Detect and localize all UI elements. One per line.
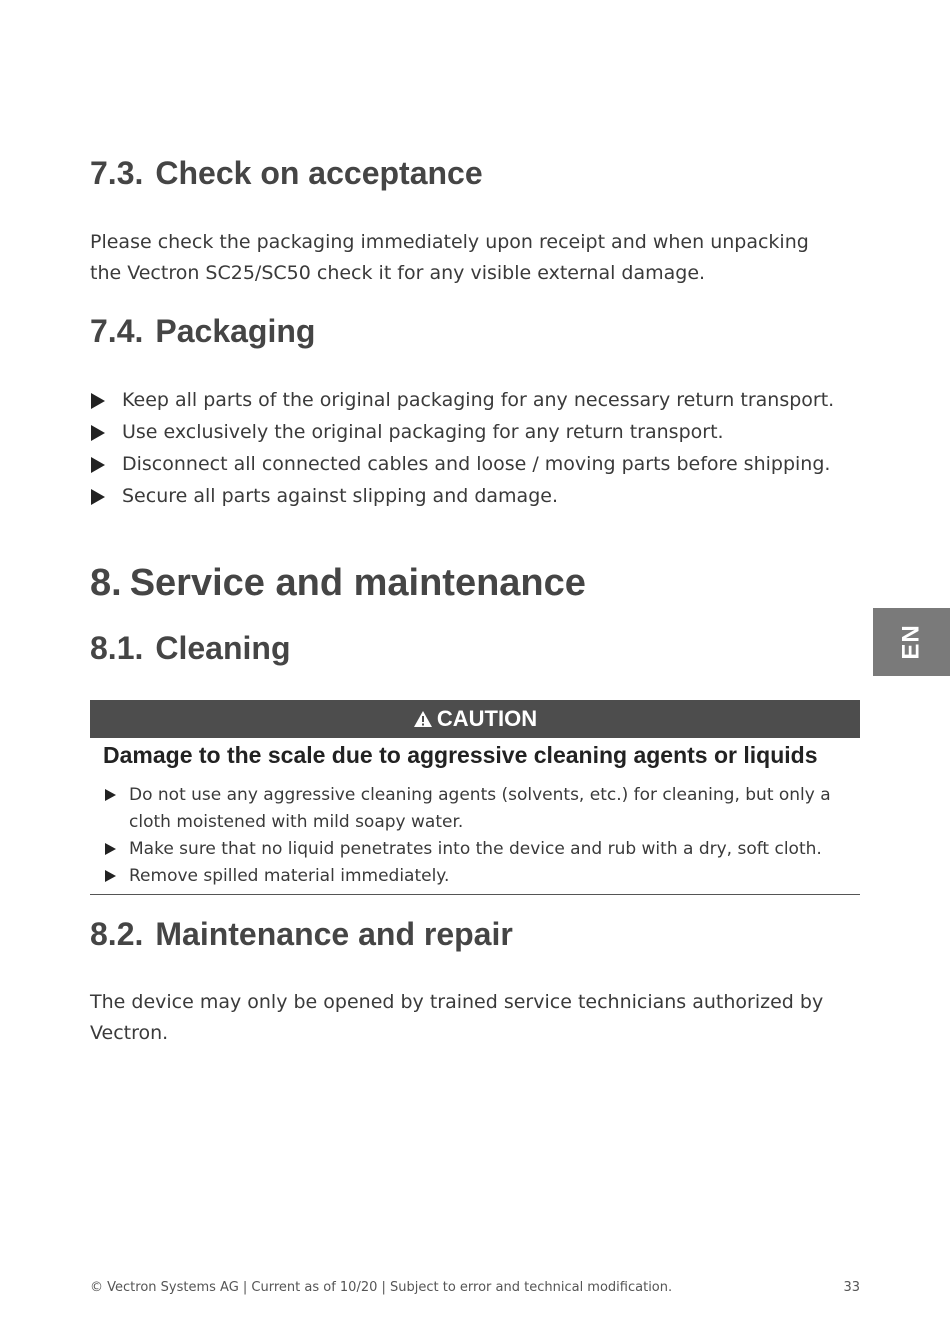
- list-item-text: Secure all parts against slipping and damage.: [122, 485, 558, 507]
- bullet-arrow-icon: [105, 870, 116, 882]
- list-item-text: Make sure that no liquid penetrates into the device and rub with a dry, soft cloth.: [129, 839, 822, 859]
- page-footer: [90, 1280, 860, 1295]
- footer-text: © Vectron Systems AG | Current as of 10/20 | Subject to error and technical modification.: [90, 1280, 673, 1295]
- bullet-arrow-icon: [91, 457, 105, 473]
- caution-list: [103, 782, 848, 890]
- heading-title: Packaging: [155, 313, 316, 349]
- heading-number: 7.3.: [90, 155, 144, 191]
- heading-8-2: [90, 916, 513, 953]
- list-item: [90, 480, 860, 512]
- heading-title: Cleaning: [155, 630, 291, 666]
- language-tab: [873, 608, 950, 676]
- list-item-text: Remove spilled material immediately.: [129, 866, 450, 886]
- heading-title: Check on acceptance: [155, 155, 483, 191]
- bullet-arrow-icon: [91, 489, 105, 505]
- heading-number: 8.1.: [90, 630, 144, 666]
- language-tab-label: EN: [897, 624, 925, 660]
- maintenance-paragraph: The device may only be opened by trained service technicians authorized by Vectron.: [90, 991, 824, 1044]
- packaging-list: [90, 384, 860, 512]
- list-item: [90, 384, 860, 416]
- bullet-arrow-icon: [91, 393, 105, 409]
- heading-title: Service and maintenance: [129, 562, 586, 604]
- heading-title: Maintenance and repair: [155, 916, 513, 952]
- list-item-text: Keep all parts of the original packaging for any necessary return transport.: [122, 389, 835, 411]
- acceptance-paragraph: Please check the packaging immediately upon receipt and when unpacking the Vectron SC25/SC50 check it for any visible external damage.: [90, 231, 809, 284]
- page-number: 33: [843, 1280, 860, 1295]
- bullet-arrow-icon: [91, 425, 105, 441]
- list-item: [90, 416, 860, 448]
- warning-icon: [413, 710, 433, 728]
- heading-7-3: [90, 155, 483, 192]
- heading-number: 8.: [90, 562, 122, 604]
- bullet-arrow-icon: [105, 789, 116, 801]
- bullet-arrow-icon: [105, 843, 116, 855]
- heading-number: 7.4.: [90, 313, 144, 349]
- heading-8: [90, 562, 586, 605]
- list-item-text: Disconnect all connected cables and loose / moving parts before shipping.: [122, 453, 831, 475]
- list-item-text: Do not use any aggressive cleaning agents (solvents, etc.) for cleaning, but only a cloth moistened with mild soapy water.: [129, 785, 831, 832]
- caution-divider: [90, 894, 860, 895]
- heading-8-1: [90, 630, 291, 667]
- caution-label: CAUTION: [436, 706, 538, 731]
- caution-bar: [90, 700, 860, 738]
- list-item: [103, 863, 848, 890]
- heading-7-4: [90, 313, 315, 350]
- list-item: [90, 448, 860, 480]
- list-item: [103, 782, 848, 836]
- heading-number: 8.2.: [90, 916, 144, 952]
- list-item-text: Use exclusively the original packaging for any return transport.: [122, 421, 724, 443]
- caution-title: Damage to the scale due to aggressive cleaning agents or liquids: [103, 742, 818, 768]
- list-item: [103, 836, 848, 863]
